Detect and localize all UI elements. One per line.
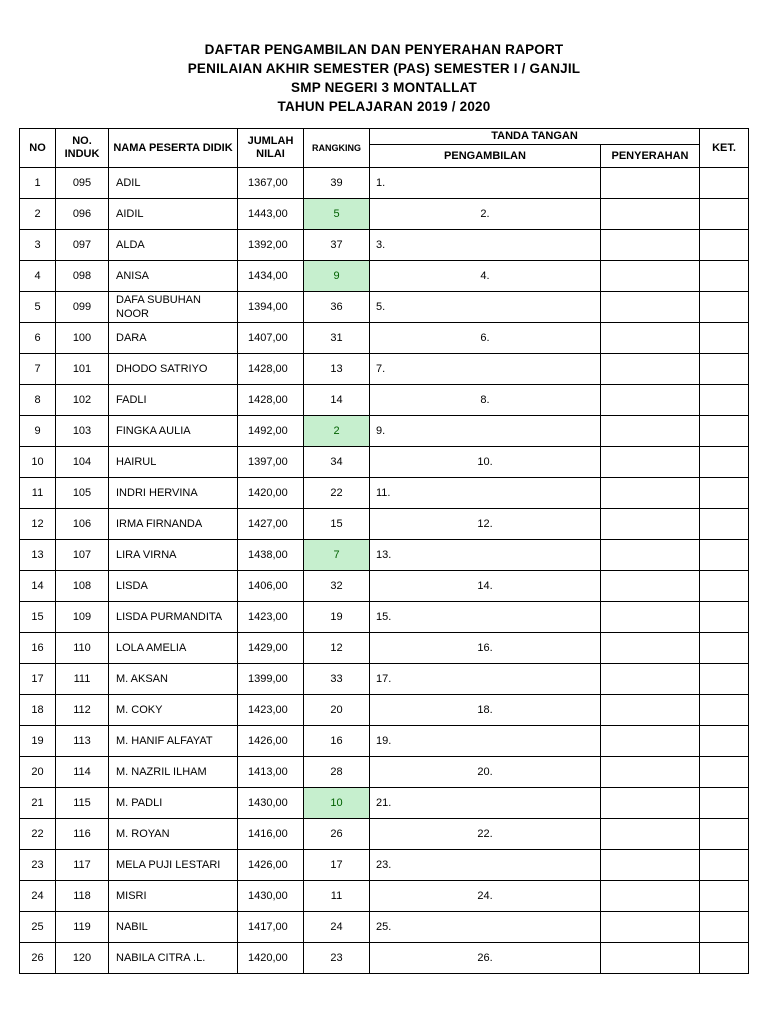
cell-no: 21: [20, 788, 56, 819]
table-row: [20, 478, 749, 509]
table-row: [20, 230, 749, 261]
table-row: [20, 571, 749, 602]
cell-ket: [700, 323, 749, 354]
cell-pengambilan-signature: 22.: [370, 819, 601, 850]
cell-ket: [700, 199, 749, 230]
cell-nilai: 1399,00: [238, 664, 304, 695]
cell-penyerahan-signature: [601, 602, 700, 633]
table-row: [20, 168, 749, 199]
cell-penyerahan-signature: [601, 509, 700, 540]
cell-nilai: 1428,00: [238, 385, 304, 416]
cell-pengambilan-signature: 19.: [370, 726, 601, 757]
cell-rangking: 12: [304, 633, 370, 664]
cell-rangking: 9: [304, 261, 370, 292]
cell-nilai: 1427,00: [238, 509, 304, 540]
raport-table: [19, 128, 749, 974]
cell-rangking: 34: [304, 447, 370, 478]
cell-penyerahan-signature: [601, 912, 700, 943]
table-row: [20, 385, 749, 416]
cell-no: 9: [20, 416, 56, 447]
table-row: [20, 447, 749, 478]
cell-rangking: 15: [304, 509, 370, 540]
cell-induk: 108: [56, 571, 109, 602]
cell-no: 10: [20, 447, 56, 478]
cell-rangking: 16: [304, 726, 370, 757]
cell-pengambilan-signature: 23.: [370, 850, 601, 881]
cell-pengambilan-signature: 25.: [370, 912, 601, 943]
cell-nama: ALDA: [109, 230, 238, 261]
cell-rangking: 5: [304, 199, 370, 230]
cell-pengambilan-signature: 26.: [370, 943, 601, 974]
cell-induk: 105: [56, 478, 109, 509]
cell-induk: 118: [56, 881, 109, 912]
cell-rangking: 2: [304, 416, 370, 447]
cell-penyerahan-signature: [601, 292, 700, 323]
cell-rangking: 19: [304, 602, 370, 633]
cell-ket: [700, 850, 749, 881]
cell-nama: FINGKA AULIA: [109, 416, 238, 447]
cell-induk: 109: [56, 602, 109, 633]
cell-rangking: 11: [304, 881, 370, 912]
table-row: [20, 695, 749, 726]
header-nama: NAMA PESERTA DIDIK: [109, 129, 238, 168]
cell-no: 26: [20, 943, 56, 974]
cell-nilai: 1428,00: [238, 354, 304, 385]
cell-ket: [700, 912, 749, 943]
cell-induk: 103: [56, 416, 109, 447]
cell-penyerahan-signature: [601, 168, 700, 199]
cell-pengambilan-signature: 14.: [370, 571, 601, 602]
cell-nilai: 1407,00: [238, 323, 304, 354]
cell-rangking: 20: [304, 695, 370, 726]
cell-no: 6: [20, 323, 56, 354]
cell-induk: 100: [56, 323, 109, 354]
cell-rangking: 7: [304, 540, 370, 571]
cell-induk: 120: [56, 943, 109, 974]
cell-pengambilan-signature: 3.: [370, 230, 601, 261]
cell-no: 15: [20, 602, 56, 633]
cell-nilai: 1443,00: [238, 199, 304, 230]
cell-ket: [700, 230, 749, 261]
table-row: [20, 850, 749, 881]
cell-pengambilan-signature: 8.: [370, 385, 601, 416]
cell-pengambilan-signature: 4.: [370, 261, 601, 292]
cell-no: 18: [20, 695, 56, 726]
table-row: [20, 416, 749, 447]
cell-ket: [700, 571, 749, 602]
cell-induk: 114: [56, 757, 109, 788]
table-row: [20, 199, 749, 230]
cell-induk: 104: [56, 447, 109, 478]
cell-nama: INDRI HERVINA: [109, 478, 238, 509]
header-penyerahan: PENYERAHAN: [601, 145, 700, 168]
cell-nilai: 1420,00: [238, 943, 304, 974]
cell-induk: 101: [56, 354, 109, 385]
cell-induk: 107: [56, 540, 109, 571]
table-row: [20, 354, 749, 385]
table-row: [20, 633, 749, 664]
cell-nama: LISDA PURMANDITA: [109, 602, 238, 633]
header-nilai: JUMLAH NILAI: [238, 129, 304, 168]
cell-pengambilan-signature: 10.: [370, 447, 601, 478]
cell-rangking: 24: [304, 912, 370, 943]
cell-ket: [700, 664, 749, 695]
cell-pengambilan-signature: 17.: [370, 664, 601, 695]
cell-no: 25: [20, 912, 56, 943]
cell-no: 23: [20, 850, 56, 881]
cell-nilai: 1420,00: [238, 478, 304, 509]
cell-nama: M. AKSAN: [109, 664, 238, 695]
cell-rangking: 13: [304, 354, 370, 385]
cell-no: 13: [20, 540, 56, 571]
cell-no: 1: [20, 168, 56, 199]
cell-induk: 096: [56, 199, 109, 230]
cell-no: 17: [20, 664, 56, 695]
cell-nama: ANISA: [109, 261, 238, 292]
table-row: [20, 943, 749, 974]
cell-rangking: 10: [304, 788, 370, 819]
cell-pengambilan-signature: 2.: [370, 199, 601, 230]
title-line-1: DAFTAR PENGAMBILAN DAN PENYERAHAN RAPORT: [204, 42, 564, 57]
title-line-2: PENILAIAN AKHIR SEMESTER (PAS) SEMESTER I / GANJIL: [187, 61, 581, 76]
cell-nilai: 1397,00: [238, 447, 304, 478]
cell-ket: [700, 416, 749, 447]
cell-ket: [700, 788, 749, 819]
cell-nilai: 1406,00: [238, 571, 304, 602]
cell-ket: [700, 292, 749, 323]
cell-nama: DARA: [109, 323, 238, 354]
cell-induk: 115: [56, 788, 109, 819]
cell-ket: [700, 943, 749, 974]
cell-pengambilan-signature: 15.: [370, 602, 601, 633]
cell-no: 5: [20, 292, 56, 323]
cell-pengambilan-signature: 7.: [370, 354, 601, 385]
cell-nilai: 1417,00: [238, 912, 304, 943]
cell-nama: FADLI: [109, 385, 238, 416]
table-row: [20, 881, 749, 912]
cell-pengambilan-signature: 6.: [370, 323, 601, 354]
cell-penyerahan-signature: [601, 354, 700, 385]
cell-ket: [700, 509, 749, 540]
cell-pengambilan-signature: 16.: [370, 633, 601, 664]
cell-no: 2: [20, 199, 56, 230]
table-row: [20, 509, 749, 540]
table-row: [20, 664, 749, 695]
table-row: [20, 912, 749, 943]
cell-nama: M. PADLI: [109, 788, 238, 819]
cell-nama: M. COKY: [109, 695, 238, 726]
header-ket: KET.: [700, 129, 749, 168]
cell-rangking: 14: [304, 385, 370, 416]
cell-penyerahan-signature: [601, 261, 700, 292]
cell-rangking: 32: [304, 571, 370, 602]
cell-no: 16: [20, 633, 56, 664]
cell-pengambilan-signature: 13.: [370, 540, 601, 571]
cell-pengambilan-signature: 20.: [370, 757, 601, 788]
cell-rangking: 36: [304, 292, 370, 323]
cell-ket: [700, 881, 749, 912]
cell-nama: LISDA: [109, 571, 238, 602]
header-induk: NO. INDUK: [56, 129, 109, 168]
table-row: [20, 757, 749, 788]
cell-rangking: 33: [304, 664, 370, 695]
cell-induk: 106: [56, 509, 109, 540]
title-line-4: TAHUN PELAJARAN 2019 / 2020: [277, 99, 491, 114]
cell-penyerahan-signature: [601, 230, 700, 261]
cell-ket: [700, 385, 749, 416]
cell-induk: 097: [56, 230, 109, 261]
cell-rangking: 39: [304, 168, 370, 199]
cell-penyerahan-signature: [601, 943, 700, 974]
cell-nama: M. NAZRIL ILHAM: [109, 757, 238, 788]
cell-no: 3: [20, 230, 56, 261]
cell-ket: [700, 602, 749, 633]
cell-nilai: 1392,00: [238, 230, 304, 261]
cell-nilai: 1367,00: [238, 168, 304, 199]
cell-nama: DHODO SATRIYO: [109, 354, 238, 385]
cell-no: 24: [20, 881, 56, 912]
cell-induk: 110: [56, 633, 109, 664]
cell-nilai: 1423,00: [238, 602, 304, 633]
cell-induk: 113: [56, 726, 109, 757]
cell-ket: [700, 540, 749, 571]
cell-induk: 112: [56, 695, 109, 726]
cell-nilai: 1394,00: [238, 292, 304, 323]
cell-nilai: 1426,00: [238, 726, 304, 757]
cell-nilai: 1492,00: [238, 416, 304, 447]
table-row: [20, 788, 749, 819]
header-rangking: RANGKING: [304, 129, 370, 168]
cell-rangking: 17: [304, 850, 370, 881]
cell-penyerahan-signature: [601, 323, 700, 354]
cell-nama: HAIRUL: [109, 447, 238, 478]
cell-penyerahan-signature: [601, 757, 700, 788]
header-pengambilan: PENGAMBILAN: [370, 145, 601, 168]
cell-pengambilan-signature: 24.: [370, 881, 601, 912]
cell-nilai: 1426,00: [238, 850, 304, 881]
cell-penyerahan-signature: [601, 416, 700, 447]
table-body: [20, 168, 749, 974]
cell-nilai: 1434,00: [238, 261, 304, 292]
cell-rangking: 22: [304, 478, 370, 509]
cell-ket: [700, 757, 749, 788]
cell-induk: 098: [56, 261, 109, 292]
cell-nama: LOLA AMELIA: [109, 633, 238, 664]
cell-nama: DAFA SUBUHAN NOOR: [109, 292, 238, 323]
cell-penyerahan-signature: [601, 447, 700, 478]
cell-induk: 117: [56, 850, 109, 881]
cell-no: 14: [20, 571, 56, 602]
cell-no: 19: [20, 726, 56, 757]
cell-ket: [700, 354, 749, 385]
cell-penyerahan-signature: [601, 540, 700, 571]
cell-nama: NABILA CITRA .L.: [109, 943, 238, 974]
table-row: [20, 292, 749, 323]
table-row: [20, 726, 749, 757]
table-row: [20, 602, 749, 633]
cell-penyerahan-signature: [601, 850, 700, 881]
cell-no: 11: [20, 478, 56, 509]
cell-pengambilan-signature: 5.: [370, 292, 601, 323]
cell-nama: ADIL: [109, 168, 238, 199]
cell-rangking: 31: [304, 323, 370, 354]
cell-nama: LIRA VIRNA: [109, 540, 238, 571]
cell-ket: [700, 447, 749, 478]
cell-penyerahan-signature: [601, 695, 700, 726]
cell-no: 20: [20, 757, 56, 788]
cell-pengambilan-signature: 1.: [370, 168, 601, 199]
cell-rangking: 37: [304, 230, 370, 261]
cell-rangking: 23: [304, 943, 370, 974]
cell-nama: AIDIL: [109, 199, 238, 230]
cell-ket: [700, 726, 749, 757]
cell-penyerahan-signature: [601, 199, 700, 230]
cell-penyerahan-signature: [601, 788, 700, 819]
cell-penyerahan-signature: [601, 819, 700, 850]
cell-induk: 119: [56, 912, 109, 943]
cell-no: 4: [20, 261, 56, 292]
title-line-3: SMP NEGERI 3 MONTALLAT: [291, 80, 477, 95]
cell-pengambilan-signature: 11.: [370, 478, 601, 509]
table-row: [20, 540, 749, 571]
cell-nama: MELA PUJI LESTARI: [109, 850, 238, 881]
cell-induk: 099: [56, 292, 109, 323]
header-no: NO: [20, 129, 56, 168]
cell-pengambilan-signature: 9.: [370, 416, 601, 447]
cell-nama: IRMA FIRNANDA: [109, 509, 238, 540]
document-title: [0, 40, 768, 116]
cell-nilai: 1430,00: [238, 881, 304, 912]
cell-ket: [700, 819, 749, 850]
cell-induk: 102: [56, 385, 109, 416]
table-row: [20, 323, 749, 354]
cell-no: 7: [20, 354, 56, 385]
cell-rangking: 28: [304, 757, 370, 788]
cell-nilai: 1430,00: [238, 788, 304, 819]
cell-induk: 116: [56, 819, 109, 850]
cell-pengambilan-signature: 21.: [370, 788, 601, 819]
cell-penyerahan-signature: [601, 664, 700, 695]
cell-pengambilan-signature: 18.: [370, 695, 601, 726]
cell-nama: M. HANIF ALFAYAT: [109, 726, 238, 757]
cell-rangking: 26: [304, 819, 370, 850]
cell-pengambilan-signature: 12.: [370, 509, 601, 540]
cell-ket: [700, 633, 749, 664]
cell-ket: [700, 478, 749, 509]
cell-nilai: 1416,00: [238, 819, 304, 850]
cell-induk: 095: [56, 168, 109, 199]
cell-nama: M. ROYAN: [109, 819, 238, 850]
cell-penyerahan-signature: [601, 385, 700, 416]
cell-nama: MISRI: [109, 881, 238, 912]
cell-nilai: 1438,00: [238, 540, 304, 571]
cell-ket: [700, 168, 749, 199]
cell-penyerahan-signature: [601, 881, 700, 912]
cell-nilai: 1429,00: [238, 633, 304, 664]
cell-induk: 111: [56, 664, 109, 695]
cell-penyerahan-signature: [601, 726, 700, 757]
cell-nilai: 1423,00: [238, 695, 304, 726]
cell-no: 22: [20, 819, 56, 850]
cell-nilai: 1413,00: [238, 757, 304, 788]
cell-no: 8: [20, 385, 56, 416]
table-row: [20, 261, 749, 292]
header-tanda-tangan: TANDA TANGAN: [370, 129, 700, 145]
cell-ket: [700, 695, 749, 726]
cell-penyerahan-signature: [601, 478, 700, 509]
cell-penyerahan-signature: [601, 633, 700, 664]
cell-penyerahan-signature: [601, 571, 700, 602]
cell-nama: NABIL: [109, 912, 238, 943]
cell-no: 12: [20, 509, 56, 540]
cell-ket: [700, 261, 749, 292]
table-row: [20, 819, 749, 850]
